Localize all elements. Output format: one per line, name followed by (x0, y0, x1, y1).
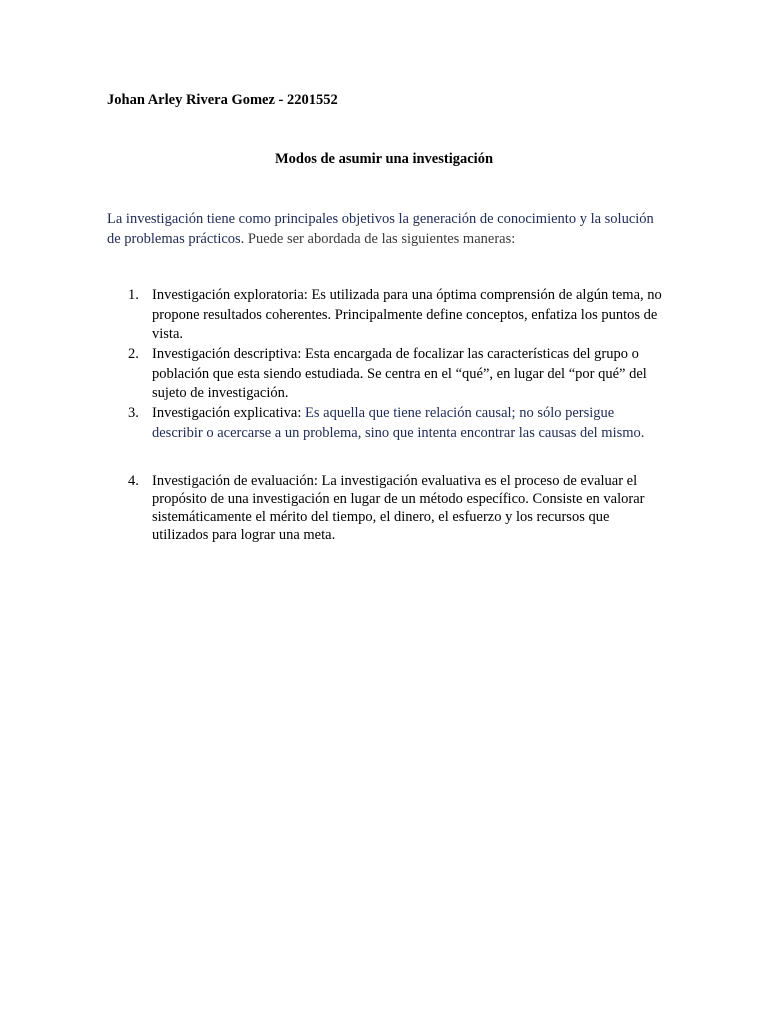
intro-paragraph (107, 210, 667, 249)
list-item-number: 3. (128, 405, 139, 421)
list-item-text-part1: Investigación explicativa: (152, 405, 306, 421)
list-item-number: 1. (128, 287, 139, 303)
list-item-text-part2: Es aquella que tiene relación causal; no sólo persigue describir o acercarse a un problema, sino que intenta encontrar las causas del mismo. (152, 405, 645, 441)
list-item-text (152, 404, 664, 443)
document-title: Modos de asumir una investigación (274, 151, 494, 167)
list-item-number: 2. (128, 346, 139, 362)
list-item-text: Investigación de evaluación: La investigación evaluativa es el proceso de evaluar el propósito de una investigación en lugar de un método específico. Consiste en valorar sistemáticamente el mérito del tiempo, el dinero, el esfuerzo y los recursos que utilizados para lograr una meta. (152, 473, 645, 543)
list-item-text: Investigación exploratoria: Es utilizada para una óptima comprensión de algún tema, no propone resultados coherentes. Principalmente define conceptos, enfatiza los puntos de vista. (152, 287, 662, 342)
intro-text-part1: La investigación tiene como principales objetivos la generación de conocimiento y la solución de problemas prácticos. (107, 211, 654, 247)
list-item-number: 4. (128, 473, 139, 489)
author-line: Johan Arley Rivera Gomez - 2201552 (107, 92, 338, 108)
intro-text-part2: Puede ser abordada de las siguientes maneras: (244, 230, 516, 247)
list-item-text: Investigación descriptiva: Esta encargada de focalizar las características del grupo o población que esta siendo estudiada. Se centra en el “qué”, en lugar del “por qué” del sujeto de investigación. (152, 346, 647, 401)
